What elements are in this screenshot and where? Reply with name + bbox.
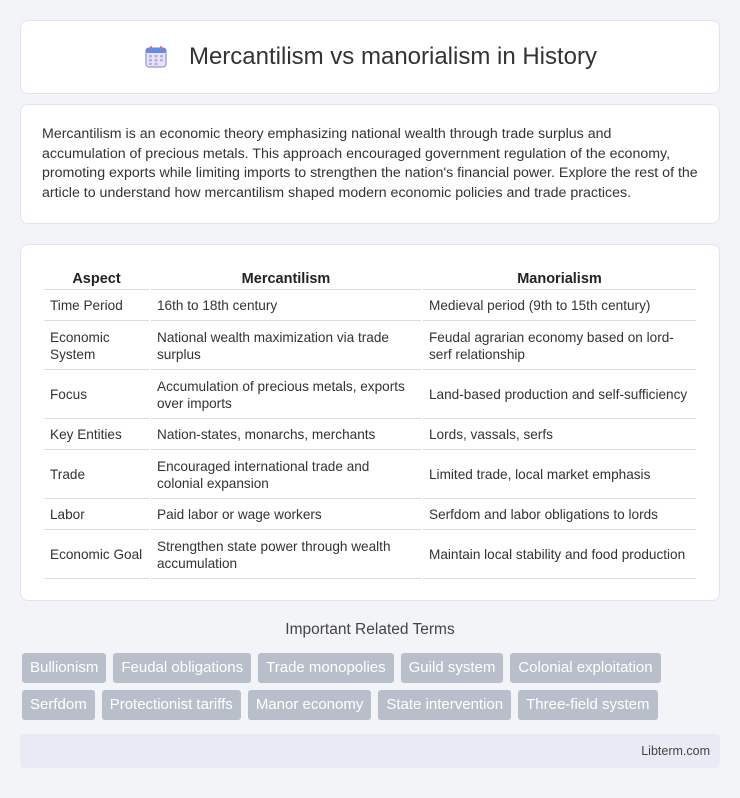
related-term-tag[interactable]: Trade monopolies — [258, 653, 394, 683]
related-term-tag[interactable]: Feudal obligations — [113, 653, 251, 683]
table-row — [44, 292, 696, 321]
mercantilism-cell: Strengthen state power through wealth accumulation — [151, 532, 421, 579]
comparison-table-card — [20, 244, 720, 601]
mercantilism-cell: Accumulation of precious metals, exports over imports — [151, 372, 421, 419]
related-term-tag[interactable]: Protectionist tariffs — [102, 690, 241, 720]
related-term-tag[interactable]: Guild system — [401, 653, 504, 683]
mercantilism-cell: Encouraged international trade and colonial expansion — [151, 452, 421, 499]
related-terms-list — [22, 653, 722, 727]
mercantilism-cell: Paid labor or wage workers — [151, 501, 421, 530]
aspect-cell: Time Period — [44, 292, 149, 321]
table-row — [44, 372, 696, 419]
manorialism-cell: Feudal agrarian economy based on lord-serf relationship — [423, 323, 696, 370]
aspect-cell: Economic Goal — [44, 532, 149, 579]
table-row — [44, 421, 696, 450]
header-card — [20, 20, 720, 94]
manorialism-cell: Medieval period (9th to 15th century) — [423, 292, 696, 321]
intro-text: Mercantilism is an economic theory emphasizing national wealth through trade surplus and accumulation of precious metals. This approach encouraged government regulation of the economy, promoting exports while limiting imports to strengthen the nation's financial power. Explore the rest of the article to understand how mercantilism shaped modern economic policies and trade practices. — [42, 126, 698, 201]
mercantilism-cell: Nation-states, monarchs, merchants — [151, 421, 421, 450]
aspect-cell: Trade — [44, 452, 149, 499]
aspect-cell: Key Entities — [44, 421, 149, 450]
table-row — [44, 323, 696, 370]
related-term-tag[interactable]: Serfdom — [22, 690, 95, 720]
related-term-tag[interactable]: State intervention — [378, 690, 511, 720]
column-header-manorialism: Manorialism — [423, 267, 696, 290]
manorialism-cell: Limited trade, local market emphasis — [423, 452, 696, 499]
related-terms-title: Important Related Terms — [285, 621, 455, 638]
table-row — [44, 452, 696, 499]
page-title: Mercantilism vs manorialism in History — [188, 43, 598, 70]
related-term-tag[interactable]: Manor economy — [248, 690, 372, 720]
aspect-cell: Focus — [44, 372, 149, 419]
mercantilism-cell: National wealth maximization via trade surplus — [151, 323, 421, 370]
column-header-mercantilism: Mercantilism — [151, 267, 421, 290]
calendar-icon — [143, 44, 169, 70]
related-term-tag[interactable]: Three-field system — [518, 690, 657, 720]
manorialism-cell: Land-based production and self-sufficiency — [423, 372, 696, 419]
manorialism-cell: Serfdom and labor obligations to lords — [423, 501, 696, 530]
table-row — [44, 501, 696, 530]
manorialism-cell: Lords, vassals, serfs — [423, 421, 696, 450]
related-term-tag[interactable]: Colonial exploitation — [510, 653, 660, 683]
table-row — [44, 532, 696, 579]
intro-card — [20, 104, 720, 224]
footer-site-link[interactable]: Libterm.com — [641, 744, 710, 758]
column-header-aspect: Aspect — [44, 267, 149, 290]
aspect-cell: Labor — [44, 501, 149, 530]
manorialism-cell: Maintain local stability and food production — [423, 532, 696, 579]
footer — [20, 734, 720, 768]
comparison-table — [42, 265, 698, 581]
mercantilism-cell: 16th to 18th century — [151, 292, 421, 321]
aspect-cell: Economic System — [44, 323, 149, 370]
related-term-tag[interactable]: Bullionism — [22, 653, 106, 683]
